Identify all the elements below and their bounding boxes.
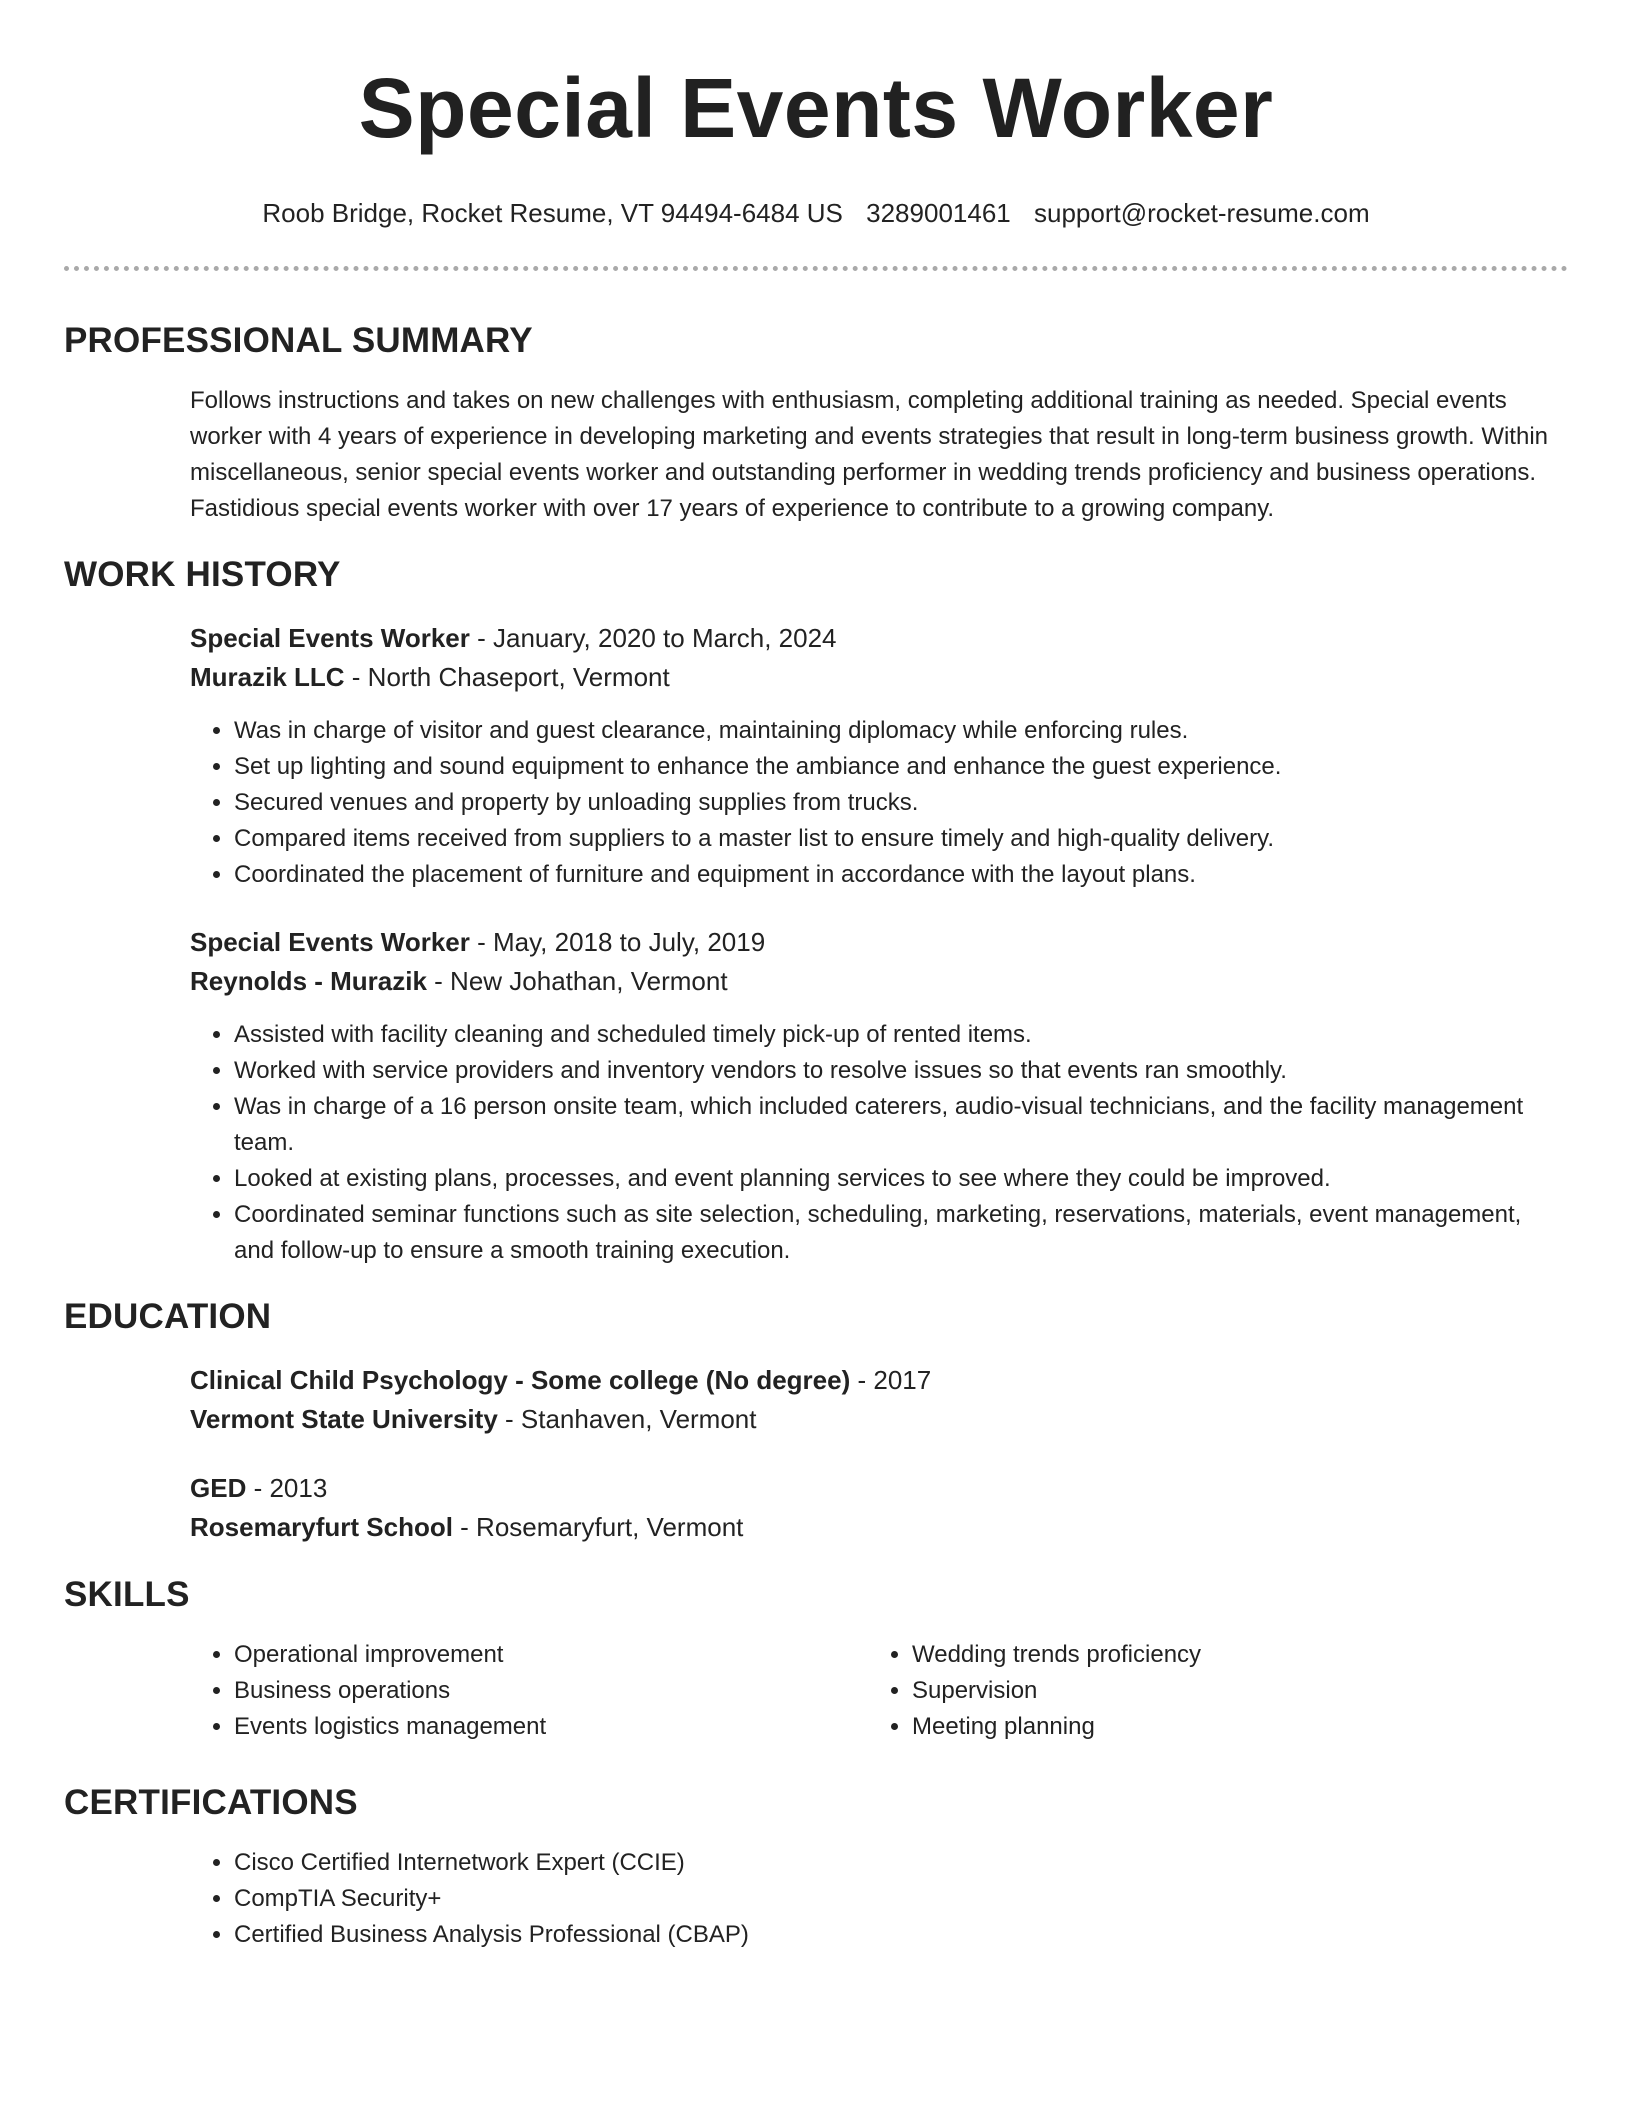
job-entry [190,923,1568,1269]
skills-list-right [868,1637,1568,1745]
education-section [64,1295,1568,1547]
education-heading: EDUCATION [64,1297,272,1336]
degree-year: - 2013 [246,1473,328,1503]
job-bullet: • Worked with service providers and inventory vendors to resolve issues so that events ran smoothly. [234,1053,1568,1089]
job-dates: - January, 2020 to March, 2024 [469,623,837,653]
skills-section [64,1573,1568,1745]
summary-content [190,383,1568,527]
contact-phone: 3289001461 [866,198,1011,228]
job-bullet: • Looked at existing plans, processes, and event planning services to see where they could be improved. [234,1161,1568,1197]
school-name: Vermont State University [190,1404,498,1434]
job-bullet: • Coordinated seminar functions such as site selection, scheduling, marketing, reservations, materials, event management, and follow-up to ensure a smooth training execution. [234,1197,1568,1269]
contact-address: Roob Bridge, Rocket Resume, VT 94494-6484 US [262,198,843,228]
skill-item: • Wedding trends proficiency [912,1637,1568,1673]
school-name: Rosemaryfurt School [190,1512,453,1542]
job-company: Reynolds - Murazik [190,966,427,996]
education-entry [190,1361,1568,1439]
skills-heading: SKILLS [64,1575,190,1614]
job-company: Murazik LLC [190,662,345,692]
work-history-section [64,553,1568,1269]
job-bullet: • Was in charge of a 16 person onsite team, which included caterers, audio-visual technicians, and the facility management team. [234,1089,1568,1161]
school-location: - Rosemaryfurt, Vermont [452,1512,744,1542]
certifications-content [190,1845,1568,1953]
degree: GED [190,1473,247,1503]
degree-line [190,1469,1568,1508]
summary-heading: PROFESSIONAL SUMMARY [64,321,533,360]
school-location: - Stanhaven, Vermont [497,1404,757,1434]
contact-email: support@rocket-resume.com [1033,198,1370,228]
job-dates: - May, 2018 to July, 2019 [469,927,766,957]
skill-item: • Operational improvement [234,1637,868,1673]
skill-item: • Meeting planning [912,1709,1568,1745]
skill-item: • Events logistics management [234,1709,868,1745]
job-title: Special Events Worker [190,927,470,957]
job-bullet: • Set up lighting and sound equipment to enhance the ambiance and enhance the guest experience. [234,749,1568,785]
job-title: Special Events Worker [190,623,470,653]
summary-text: Follows instructions and takes on new challenges with enthusiasm, completing additional training as needed. Special events worker with 4 years of experience in developing marketing and events strategies that result in long-term business growth. Within miscellaneous, senior special events worker and outstanding performer in wedding trends proficiency and business operations. Fastidious special events worker with over 17 years of experience to contribute to a growing company. [190,387,1549,522]
certifications-list [190,1845,1568,1953]
certification-item: • Certified Business Analysis Professional (CBAP) [234,1917,1568,1953]
candidate-name: Special Events Worker [358,61,1274,155]
work-history-heading: WORK HISTORY [64,555,341,594]
certification-item: • Cisco Certified Internetwork Expert (CCIE) [234,1845,1568,1881]
job-bullets [190,713,1568,893]
degree-year: - 2017 [850,1365,932,1395]
job-bullet: • Compared items received from suppliers to a master list to ensure timely and high-quality delivery. [234,821,1568,857]
summary-section [64,319,1568,527]
certifications-section [64,1781,1568,1953]
job-location: - North Chaseport, Vermont [344,662,670,692]
job-company-line [190,658,1568,697]
skills-list-left [190,1637,868,1745]
contact-line [64,196,1568,230]
job-bullet: • Was in charge of visitor and guest clearance, maintaining diplomacy while enforcing rules. [234,713,1568,749]
certifications-heading: CERTIFICATIONS [64,1783,358,1822]
skill-item: • Supervision [912,1673,1568,1709]
job-title-line [190,619,1568,658]
school-line [190,1400,1568,1439]
job-bullet: • Coordinated the placement of furniture and equipment in accordance with the layout plans. [234,857,1568,893]
job-bullet: • Secured venues and property by unloading supplies from trucks. [234,785,1568,821]
degree: Clinical Child Psychology - Some college (No degree) [190,1365,851,1395]
job-location: - New Johathan, Vermont [426,966,728,996]
job-bullet: • Assisted with facility cleaning and scheduled timely pick-up of rented items. [234,1017,1568,1053]
skills-grid [190,1637,1568,1745]
school-line [190,1508,1568,1547]
header-divider [64,266,1568,271]
degree-line [190,1361,1568,1400]
job-bullets [190,1017,1568,1269]
education-entry [190,1469,1568,1547]
job-company-line [190,962,1568,1001]
job-title-line [190,923,1568,962]
job-entry [190,619,1568,893]
skill-item: • Business operations [234,1673,868,1709]
certification-item: • CompTIA Security+ [234,1881,1568,1917]
